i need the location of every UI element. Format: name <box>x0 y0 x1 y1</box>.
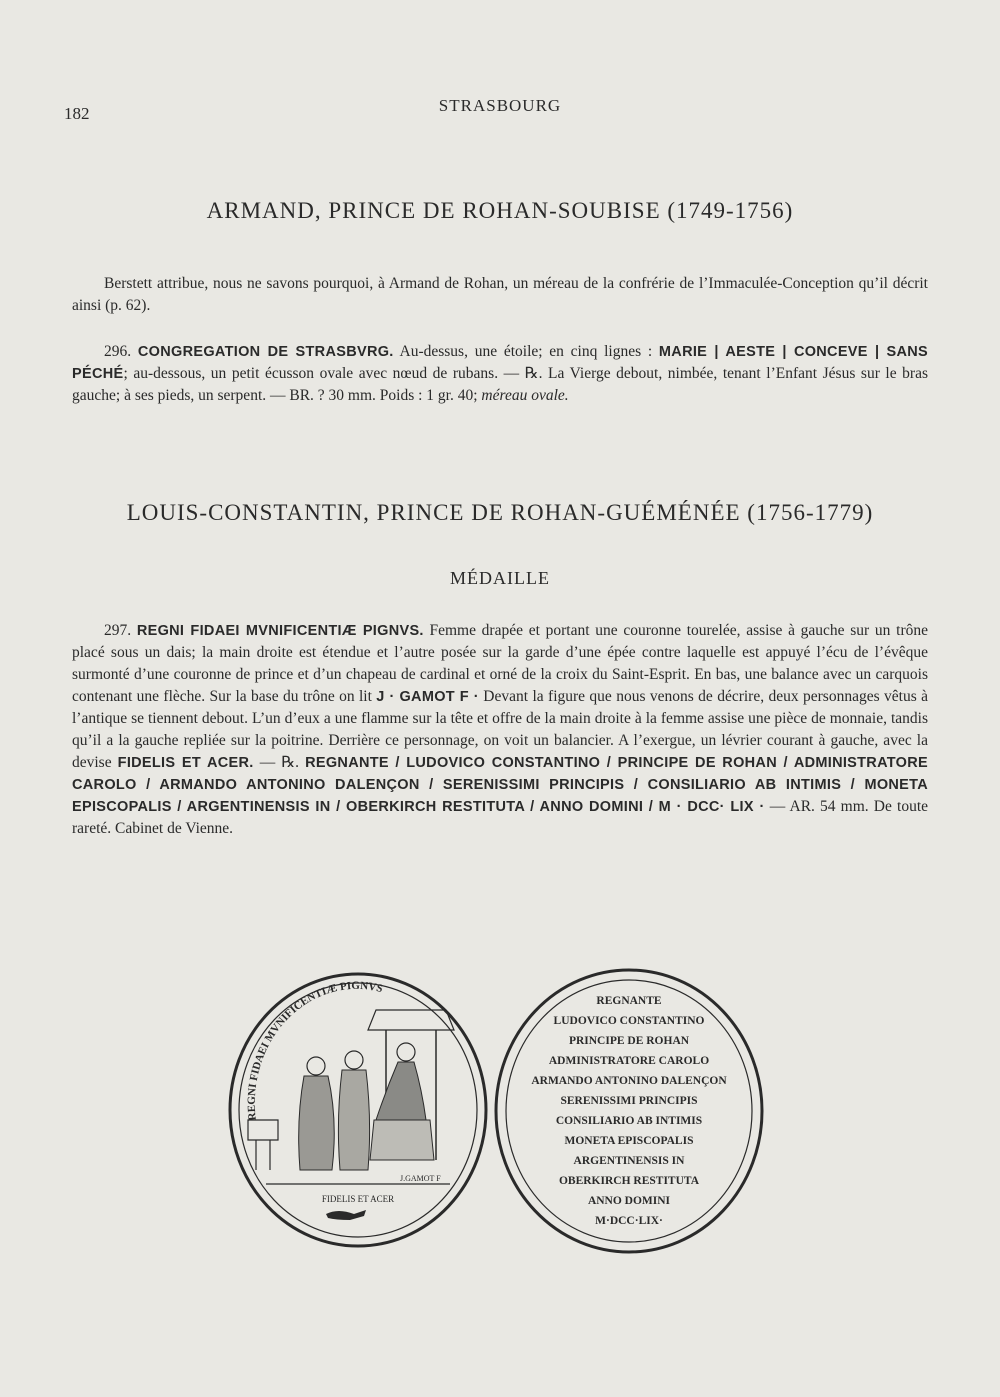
seated-figure-body <box>376 1062 426 1120</box>
description-text: — AR. 54 mm. De toute rareté. Cabinet de Vienne. <box>72 798 929 837</box>
reverse-line: SERENISSIMI PRINCIPIS <box>560 1095 698 1107</box>
page-number: 182 <box>64 104 90 123</box>
intro-paragraph: Berstett attribue, nous ne savons pourquoi, à Armand de Rohan, un méreau de la confrérie de l’Immaculée-Conception qu’il décrit ainsi (p. 62). <box>72 275 928 314</box>
running-head: STRASBOURG <box>438 96 562 115</box>
reverse-line: LUDOVICO CONSTANTINO <box>553 1015 705 1027</box>
reverse-line: CONSILIARIO AB INTIMIS <box>555 1115 703 1127</box>
obverse-exergue: FIDELIS ET ACER <box>321 1194 395 1204</box>
legend-text: REGNANTE / LUDOVICO CONSTANTINO / PRINCIPE DE ROHAN / ADMINISTRATORE CAROLO / ARMANDO ANTONINO DALENÇON / SERENISSIMI PRINCIPIS / CONSILIARIO AB INTIMIS / MONETA EPISCOPALIS / ARGENTINENSIS IN / OBERKIRCH RESTITUTA / ANNO DOMINI / M · DCC· LIX · <box>72 755 928 815</box>
description-text: Femme drapée et portant une couronne tourelée, assise à gauche sur un trône placé sous un dais; la main droite est étendue et l’autre posée sur la garde d’une épée contre laquelle est appuyé l’écu de l’évêque surmonté d’une couronne de prince et d’un chapeau de cardinal et orné de la croix du Saint-Esprit. En bas, une balance avec un carquois contenant une flèche. Sur la base du trône on lit <box>72 622 928 705</box>
legend-text: FIDELIS ET ACER. <box>117 755 254 771</box>
coin-press-shape <box>248 1120 278 1170</box>
reverse-inscription <box>531 995 727 1227</box>
description-text: Au-dessus, une étoile; en cinq lignes : <box>393 343 659 360</box>
description-text: Devant la figure que nous venons de décrire, deux personnages vêtus à l’antique se tiennent debout. L’un d’eux a une flamme sur la tête et offre de la main droite à la femme assise une pièce de monnaie, tandis qu’il a la gauche repliée sur la poitrine. Derrière ce personnage, on voit un balancier. A l’exergue, un lévrier courant à gauche, avec la devise <box>72 688 928 771</box>
description-text: — ℞. <box>253 754 306 771</box>
legend-text: REGNI FIDAEI MVNIFICENTIÆ PIGNVS. <box>136 623 424 639</box>
standing-figure-body <box>338 1070 369 1170</box>
reverse-line: REGNANTE <box>596 995 662 1007</box>
reverse-line: ADMINISTRATORE CAROLO <box>548 1055 710 1067</box>
entry-number: 296. <box>104 343 132 360</box>
legend-text: CONGREGATION DE STRASBVRG. <box>137 344 394 360</box>
italic-note: méreau ovale. <box>481 387 569 404</box>
medal-obverse-illustration <box>226 970 490 1250</box>
throne-base <box>370 1120 434 1160</box>
seated-figure-head <box>397 1043 415 1061</box>
legend-text: J · GAMOT F · <box>376 689 479 705</box>
entry-297 <box>72 620 928 840</box>
legend-text: MARIE | AESTE | CONCEVE | SANS PÉCHÉ <box>72 344 928 382</box>
subsection-title-medaille: MÉDAILLE <box>450 568 550 588</box>
reverse-line: PRINCIPE DE ROHAN <box>568 1035 690 1047</box>
section-title-armand: ARMAND, PRINCE DE ROHAN-SOUBISE (1749-1756) <box>206 198 794 223</box>
section-title-louis-constantin: LOUIS-CONSTANTIN, PRINCE DE ROHAN-GUÉMÉNÉE (1756-1779) <box>126 500 874 525</box>
description-text: ; au-dessous, un petit écusson ovale avec nœud de rubans. — ℞. La Vierge debout, nimbée, tenant l’Enfant Jésus sur le bras gauche; à ses pieds, un serpent. — BR. ? 30 mm. Poids : 1 gr. 40; <box>72 365 928 404</box>
reverse-line: OBERKIRCH RESTITUTA <box>558 1175 700 1187</box>
obverse-legend: REGNI FIDAEI MVNIFICENTIÆ PIGNVS <box>245 979 384 1122</box>
entry-296 <box>72 341 928 407</box>
standing-figure-body <box>299 1076 335 1170</box>
obverse-signature: J.GAMOT F <box>400 1174 441 1183</box>
reverse-line: ARGENTINENSIS IN <box>573 1155 685 1167</box>
standing-figure-head <box>307 1057 325 1075</box>
medal-reverse-illustration <box>492 966 766 1256</box>
entry-number: 297. <box>104 622 132 639</box>
standing-figure-head <box>345 1051 363 1069</box>
greyhound-icon <box>326 1210 366 1220</box>
reverse-line: ARMANDO ANTONINO DALENÇON <box>531 1075 727 1087</box>
reverse-line: M·DCC·LIX· <box>595 1215 663 1227</box>
reverse-line: ANNO DOMINI <box>587 1195 671 1207</box>
reverse-line: MONETA EPISCOPALIS <box>564 1135 694 1147</box>
canopy-shape <box>368 1010 454 1030</box>
